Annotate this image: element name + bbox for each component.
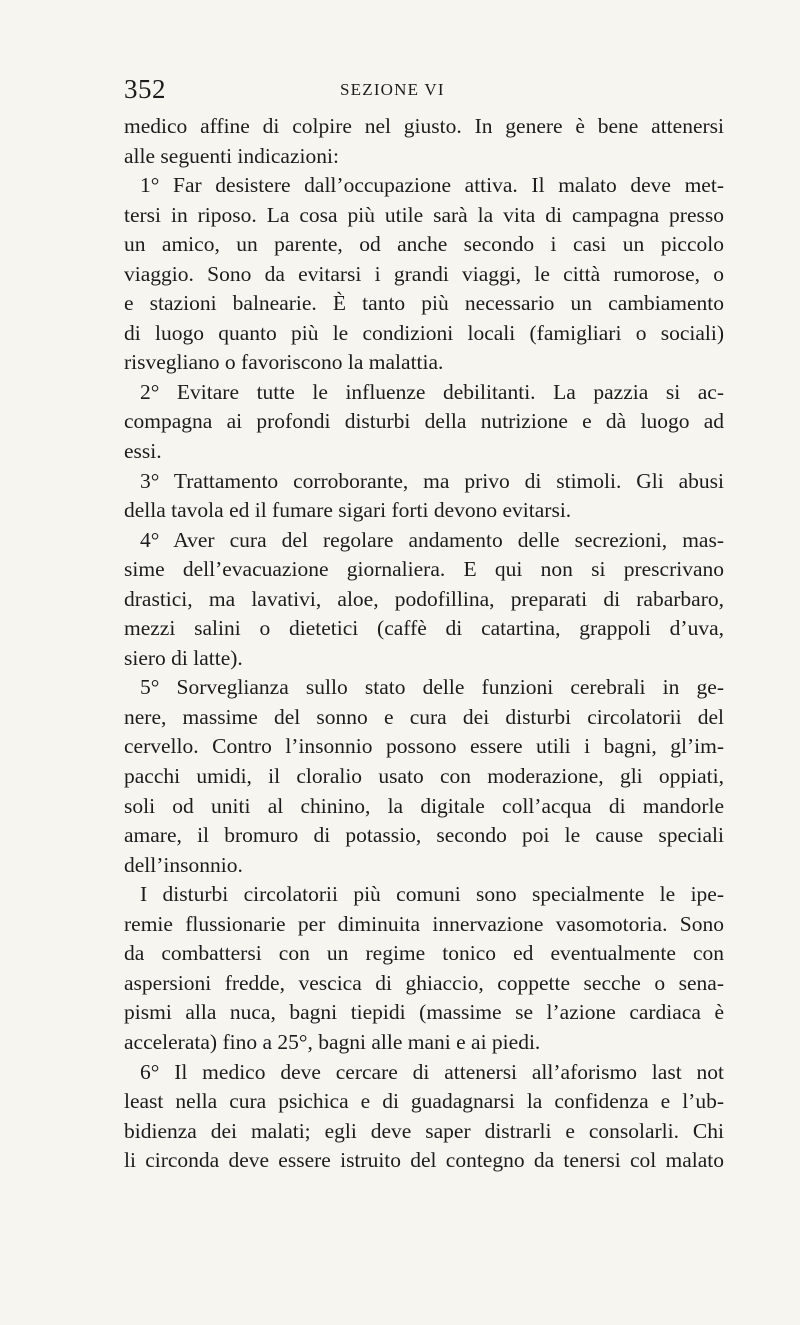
text-line: medico affine di colpire nel giusto. In genere è bene attenersi xyxy=(124,114,724,138)
text-line: dell’insonnio. xyxy=(124,852,243,877)
text-line: e stazioni balnearie. È tanto più necessario un cambiamento xyxy=(124,291,724,316)
text-line: pacchi umidi, il cloralio usato con moderazione, gli oppiati, xyxy=(124,764,724,789)
text-line: nere, massime del sonno e cura dei disturbi circolatorii del xyxy=(124,704,724,729)
text-line: soli od uniti al chinino, la digitale coll’acqua di mandorle xyxy=(124,793,724,818)
page-number: 352 xyxy=(124,74,166,104)
text-line: drastici, ma lavativi, aloe, podofillina, preparati di rabarbaro, xyxy=(124,586,724,611)
text-line: accelerata) fino a 25°, bagni alle mani e ai piedi. xyxy=(124,1029,541,1054)
text-line: di luogo quanto più le condizioni locali (famigliari o sociali) xyxy=(124,320,724,345)
text-line: 4° Aver cura del regolare andamento delle secrezioni, mas- xyxy=(140,527,724,552)
text-line: 5° Sorveglianza sullo stato delle funzioni cerebrali in ge- xyxy=(140,675,724,700)
text-line: 1° Far desistere dall’occupazione attiva. Il malato deve met- xyxy=(140,173,724,198)
text-line: alle seguenti indicazioni: xyxy=(124,143,339,168)
text-line: I disturbi circolatorii più comuni sono specialmente le ipe- xyxy=(140,882,724,907)
text-line: 3° Trattamento corroborante, ma privo di stimoli. Gli abusi xyxy=(140,468,724,493)
text-line: siero di latte). xyxy=(124,645,243,670)
text-line: 6° Il medico deve cercare di attenersi all’aforismo last not xyxy=(140,1059,724,1084)
text-line: compagna ai profondi disturbi della nutrizione e dà luogo ad xyxy=(124,409,724,434)
running-head: SEZIONE VI xyxy=(340,80,445,99)
text-line: least nella cura psichica e di guadagnarsi la confidenza e l’ub- xyxy=(124,1089,724,1114)
text-line: aspersioni fredde, vescica di ghiaccio, coppette secche o sena- xyxy=(124,970,724,995)
text-line: della tavola ed il fumare sigari forti devono evitarsi. xyxy=(124,498,572,523)
text-line: cervello. Contro l’insonnio possono essere utili i bagni, gl’im- xyxy=(124,734,724,759)
body-text xyxy=(124,112,724,1176)
text-line: pismi alla nuca, bagni tiepidi (massime se l’azione cardiaca è xyxy=(124,1000,724,1025)
text-line: mezzi salini o dietetici (caffè di catartina, grappoli d’uva, xyxy=(124,616,724,641)
text-line: un amico, un parente, od anche secondo i casi un piccolo xyxy=(124,232,724,257)
text-line: li circonda deve essere istruito del contegno da tenersi col malato xyxy=(124,1148,724,1173)
text-line: da combattersi con un regime tonico ed eventualmente con xyxy=(124,941,724,966)
text-line: 2° Evitare tutte le influenze debilitanti. La pazzia si ac- xyxy=(140,379,724,404)
text-line: remie flussionarie per diminuita innervazione vasomotoria. Sono xyxy=(124,911,724,936)
text-line: bidienza dei malati; egli deve saper distrarli e consolarli. Chi xyxy=(124,1118,724,1143)
text-line: sime dell’evacuazione giornaliera. E qui non si prescrivano xyxy=(124,557,724,582)
text-line: risvegliano o favoriscono la malattia. xyxy=(124,350,444,375)
text-line: tersi in riposo. La cosa più utile sarà la vita di campagna presso xyxy=(124,202,724,227)
text-line: viaggio. Sono da evitarsi i grandi viaggi, le città rumorose, o xyxy=(124,261,724,286)
text-line: essi. xyxy=(124,439,162,464)
page-header xyxy=(124,74,724,104)
text-line: amare, il bromuro di potassio, secondo poi le cause speciali xyxy=(124,823,724,848)
